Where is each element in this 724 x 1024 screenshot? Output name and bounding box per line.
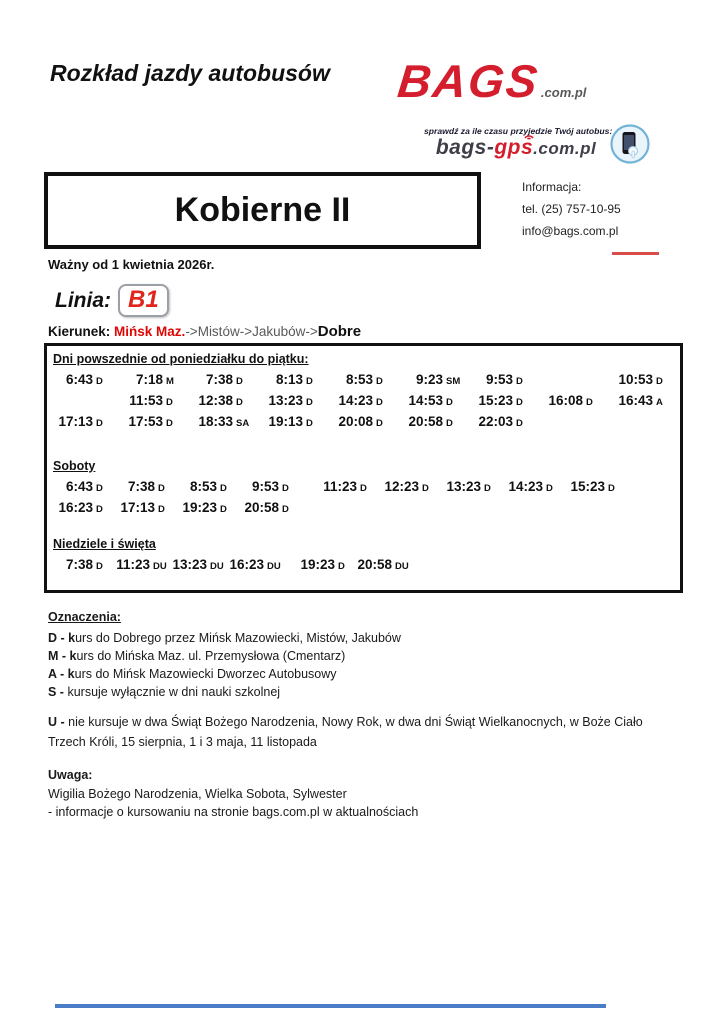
departure-time: 6:43 D [65,479,103,494]
departure-time: 17:13 D [58,414,103,429]
valid-from-text: Ważny od 1 kwietnia 2026r. [48,257,215,272]
line-label: Linia: [55,288,111,312]
departure-row [53,554,680,575]
departure-time: 20:58 D [408,414,453,429]
legend-heading: Oznaczenia: [48,610,121,624]
direction-via: ->Mistów->Jakubów-> [185,324,318,339]
departure-time: 7:18 M [135,372,174,387]
departure-time: 20:08 D [338,414,383,429]
red-divider [612,252,659,255]
departure-time: 17:13 D [120,500,165,515]
bags-logo-text: BAGS [395,55,542,107]
empty-slot [565,497,627,518]
departure-time: 20:58 D [244,500,289,515]
departure-time: 16:43 A [618,393,663,408]
empty-slot [543,369,613,390]
departure-time: 19:23 D [182,500,227,515]
smartphone-icon [610,124,650,164]
contact-label: Informacja: [522,180,582,194]
departure-time: 14:53 D [408,393,453,408]
legend-item: S - kursuje wyłącznie w dni nauki szkolnej [48,685,281,699]
wifi-signal-icon [523,128,537,140]
departure-row [53,411,680,432]
departure-time: 9:23 SM [415,372,461,387]
empty-slot [379,497,441,518]
section-heading: Soboty [53,459,96,473]
departure-row [53,369,680,390]
bags-logo-suffix: .com.pl [540,85,587,100]
departure-time: 13:23 D [268,393,313,408]
bags-logo [395,55,587,107]
departure-time: 22:03 D [478,414,523,429]
section-heading: Niedziele i święta [53,537,156,551]
departure-time: 20:58 DU [357,557,409,572]
contact-phone: tel. (25) 757-10-95 [522,202,621,216]
direction-destination: Dobre [317,323,362,340]
timetable-section-sundays [53,535,680,575]
contact-info [522,176,621,242]
contact-email: info@bags.com.pl [522,224,619,238]
page-title: Rozkład jazdy autobusów [50,60,330,86]
departure-time: 19:23 D [300,557,345,572]
legend [48,610,401,701]
section-heading: Dni powszednie od poniedziałku do piątku: [53,352,309,366]
departure-time: 8:53 D [189,479,227,494]
gps-logo-end: .com.pl [533,139,597,158]
departure-time: 13:23 DU [172,557,224,572]
legend-item: M - kurs do Mińska Maz. ul. Przemysłowa (Cmentarz) [48,649,346,663]
empty-slot [503,497,565,518]
departure-row [53,476,680,497]
departure-time: 19:13 D [268,414,313,429]
departure-time: 7:38 D [205,372,243,387]
empty-slot [317,497,379,518]
empty-slot [543,411,613,432]
departure-time: 6:43 D [65,372,103,387]
u-note-line2: Trzech Króli, 15 sierpnia, 1 i 3 maja, 11 listopada [48,735,317,749]
departure-time: 12:38 D [198,393,243,408]
departure-row [53,497,680,518]
legend-items [48,629,401,701]
gps-tagline: sprawdź za ile czasu przyjedzie Twój autobus: [424,126,613,136]
timetable [44,343,683,593]
bags-gps-banner [424,126,613,159]
bags-gps-logo [436,136,596,159]
u-note [48,712,688,752]
line-row [55,284,169,317]
departure-time: 8:13 D [275,372,313,387]
line-number-badge: B1 [118,284,169,317]
empty-slot [613,411,683,432]
remark-block [48,766,418,821]
departure-time: 14:23 D [508,479,553,494]
empty-slot [53,390,123,411]
departure-time: 13:23 D [446,479,491,494]
empty-slot [441,497,503,518]
departure-time: 11:53 D [129,393,173,408]
u-note-key: U - [48,715,69,729]
departure-time: 16:23 DU [229,557,281,572]
departure-time: 15:23 D [570,479,615,494]
direction-row [48,323,361,340]
departure-time: 15:23 D [478,393,523,408]
departure-time: 7:38 D [65,557,103,572]
footer-blue-line [55,1004,606,1008]
stop-name: Kobierne II [174,191,351,229]
departure-time: 16:08 D [548,393,593,408]
legend-item: A - kurs do Mińsk Mazowiecki Dworzec Autobusowy [48,667,337,681]
gps-logo-start: bags- [435,136,495,159]
direction-origin: Mińsk Maz. [114,324,186,339]
legend-item: D - kurs do Dobrego przez Mińsk Mazowiecki, Mistów, Jakubów [48,631,401,645]
remark-heading: Uwaga: [48,768,93,782]
departure-time: 9:53 D [485,372,523,387]
departure-time: 18:33 SA [198,414,250,429]
u-note-line1 [48,712,688,732]
timetable-section-saturdays [53,457,680,518]
departure-time: 11:23 D [323,479,367,494]
departure-time: 7:38 D [127,479,165,494]
departure-time: 11:23 DU [116,557,167,572]
remark-line2: - informacje o kursowaniu na stronie bags.com.pl w aktualnościach [48,805,419,819]
remark-line1: Wigilia Bożego Narodzenia, Wielka Sobota, Sylwester [48,787,347,801]
gps-logo-accent: gps [494,136,533,159]
departure-time: 9:53 D [251,479,289,494]
departure-time: 14:23 D [338,393,383,408]
departure-time: 16:23 D [58,500,103,515]
departure-time: 12:23 D [384,479,429,494]
departure-time: 10:53 D [618,372,663,387]
direction-label: Kierunek: [48,324,111,339]
stop-name-box [44,172,481,249]
u-note-text1: nie kursuje w dwa Świąt Bożego Narodzenia, Nowy Rok, w dwa dni Świąt Wielkanocnych, w Boże Ciało [68,715,643,729]
departure-time: 17:53 D [128,414,173,429]
departure-time: 8:53 D [345,372,383,387]
timetable-section-weekdays [53,350,680,432]
departure-row [53,390,680,411]
